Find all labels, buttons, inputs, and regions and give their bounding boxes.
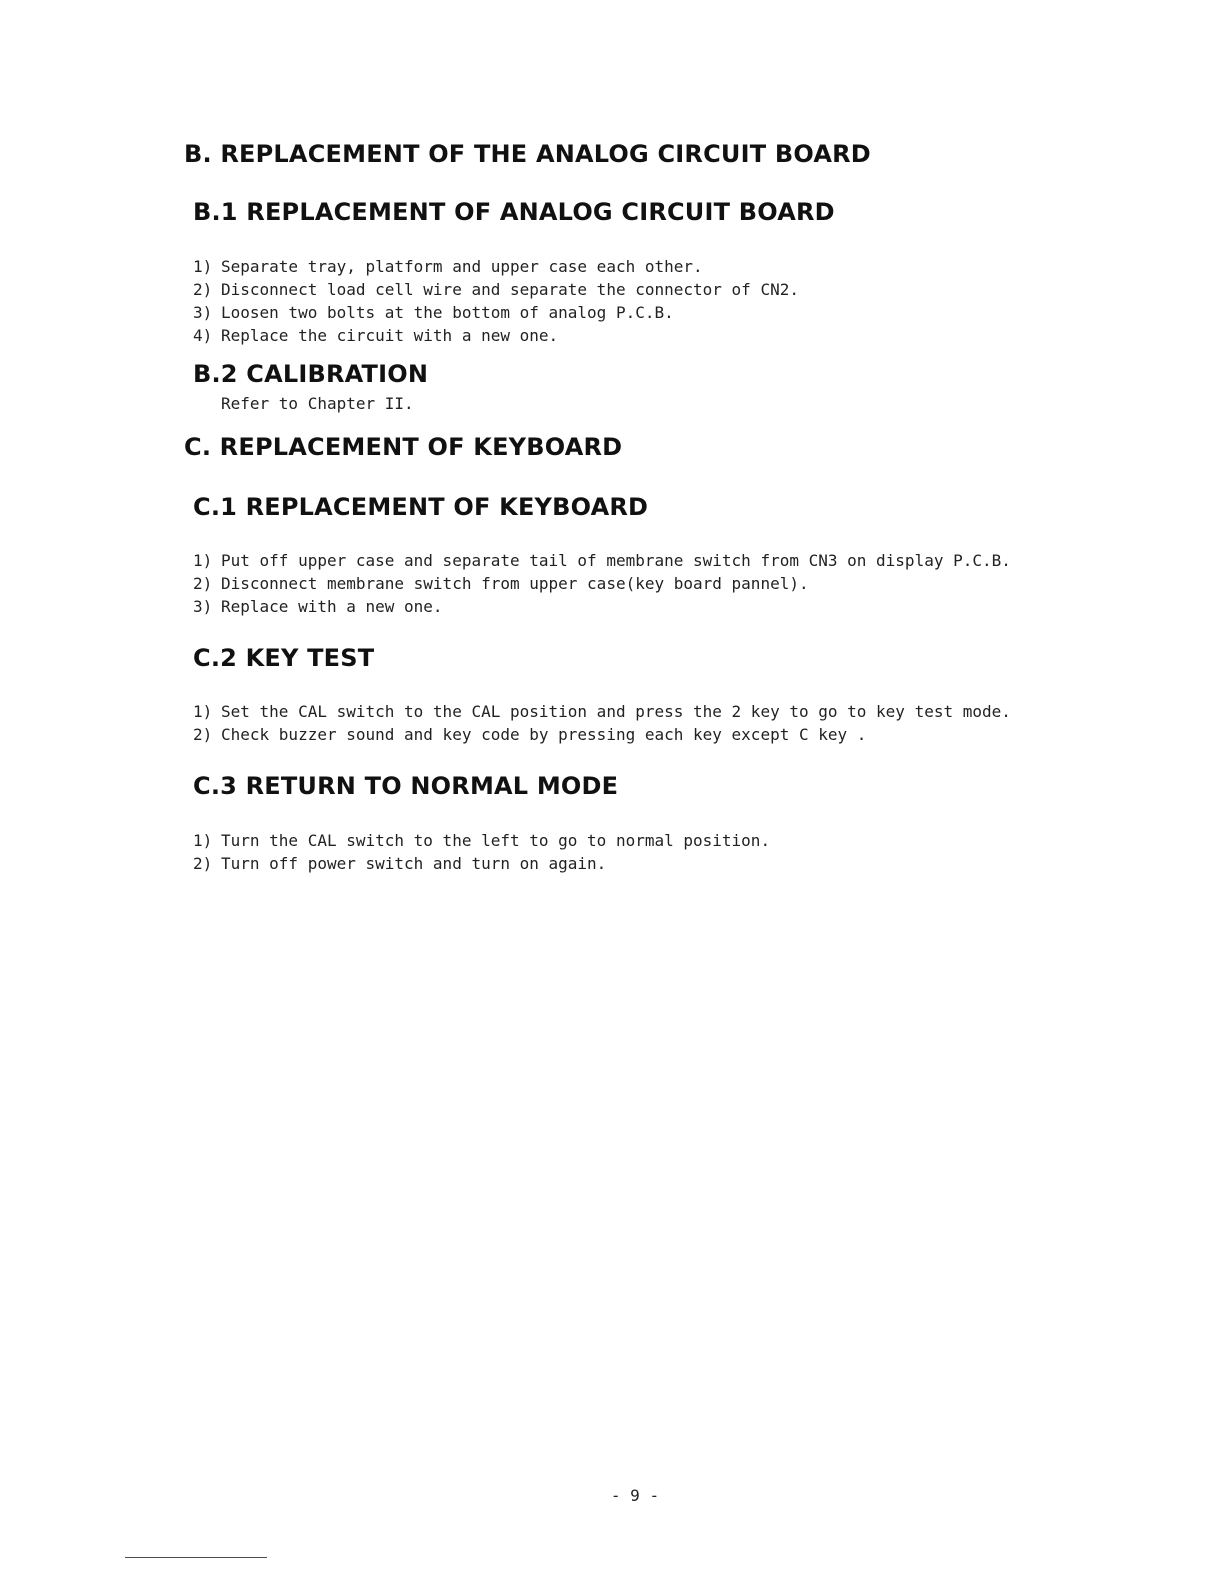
step-text: Turn the CAL switch to the left to go to normal position. xyxy=(221,831,771,850)
step-list-b1 xyxy=(193,255,799,347)
list-item xyxy=(193,255,799,278)
subsection-heading-c1: C.1 REPLACEMENT OF KEYBOARD xyxy=(193,493,649,521)
step-number: 1) xyxy=(193,702,213,721)
list-item xyxy=(193,852,770,875)
step-text: Disconnect membrane switch from upper case(key board pannel). xyxy=(221,574,809,593)
step-number: 2) xyxy=(193,725,213,744)
step-number: 2) xyxy=(193,574,213,593)
subsection-heading-b1: B.1 REPLACEMENT OF ANALOG CIRCUIT BOARD xyxy=(193,198,835,226)
list-item xyxy=(193,572,1011,595)
footer-rule xyxy=(125,1557,267,1558)
step-number: 1) xyxy=(193,257,213,276)
step-number: 3) xyxy=(193,303,213,322)
subsection-heading-c3: C.3 RETURN TO NORMAL MODE xyxy=(193,772,619,800)
section-heading-b: B. REPLACEMENT OF THE ANALOG CIRCUIT BOARD xyxy=(184,140,871,168)
list-item xyxy=(193,324,799,347)
list-item xyxy=(193,595,1011,618)
list-item xyxy=(193,700,1011,723)
step-text: Disconnect load cell wire and separate the connector of CN2. xyxy=(221,280,799,299)
step-text: Replace with a new one. xyxy=(221,597,443,616)
step-number: 3) xyxy=(193,597,213,616)
step-text: Check buzzer sound and key code by pressing each key except C key . xyxy=(221,725,867,744)
step-number: 1) xyxy=(193,831,213,850)
step-text: Set the CAL switch to the CAL position and press the 2 key to go to key test mode. xyxy=(221,702,1011,721)
step-number: 1) xyxy=(193,551,213,570)
list-item xyxy=(193,829,770,852)
list-item xyxy=(193,301,799,324)
section-heading-c: C. REPLACEMENT OF KEYBOARD xyxy=(184,433,623,461)
step-list-c2 xyxy=(193,700,1011,746)
page-number: - 9 - xyxy=(610,1486,660,1505)
step-number: 2) xyxy=(193,280,213,299)
step-list-c3 xyxy=(193,829,770,875)
list-item xyxy=(193,549,1011,572)
list-item xyxy=(193,278,799,301)
step-number: 4) xyxy=(193,326,213,345)
subsection-heading-c2: C.2 KEY TEST xyxy=(193,644,375,672)
step-number: 2) xyxy=(193,854,213,873)
step-text: Turn off power switch and turn on again. xyxy=(221,854,607,873)
list-item xyxy=(193,723,1011,746)
step-text: Replace the circuit with a new one. xyxy=(221,326,559,345)
step-text: Separate tray, platform and upper case each other. xyxy=(221,257,703,276)
step-list-c1 xyxy=(193,549,1011,618)
step-text: Loosen two bolts at the bottom of analog P.C.B. xyxy=(221,303,674,322)
subsection-heading-b2: B.2 CALIBRATION xyxy=(193,360,429,388)
calibration-reference: Refer to Chapter II. xyxy=(221,394,414,413)
step-text: Put off upper case and separate tail of membrane switch from CN3 on display P.C.B. xyxy=(221,551,1011,570)
